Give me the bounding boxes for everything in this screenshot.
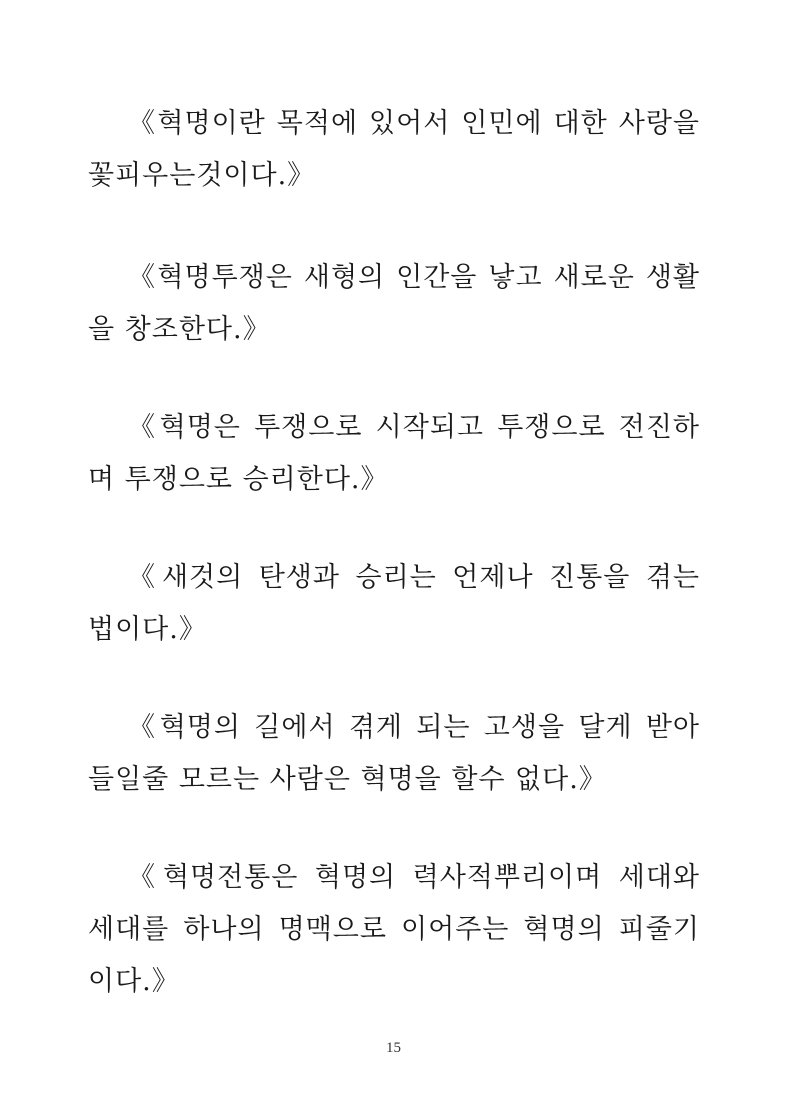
quote-paragraph: 《혁명전통은 혁명의 력사적뿌리이며 세대와 세대를 하나의 명맥으로 이어주는 혁명의 피줄기이다.》 — [88, 862, 700, 997]
quote-paragraph: 《새것의 탄생과 승리는 언제나 진통을 겪는 법이다.》 — [88, 562, 700, 645]
quote-paragraph: 《혁명의 길에서 겪게 되는 고생을 달게 받아들일줄 모르는 사람은 혁명을 할수 없다.》 — [88, 712, 700, 795]
quote-paragraph: 《혁명이란 목적에 있어서 인민에 대한 사랑을 꽃피우는것이다.》 — [88, 108, 700, 191]
quote-paragraph: 《혁명투쟁은 새형의 인간을 낳고 새로운 생활을 창조한다.》 — [88, 262, 700, 345]
quote-paragraph: 《혁명은 투쟁으로 시작되고 투쟁으로 전진하며 투쟁으로 승리한다.》 — [88, 412, 700, 495]
page-number: 15 — [386, 1040, 401, 1056]
